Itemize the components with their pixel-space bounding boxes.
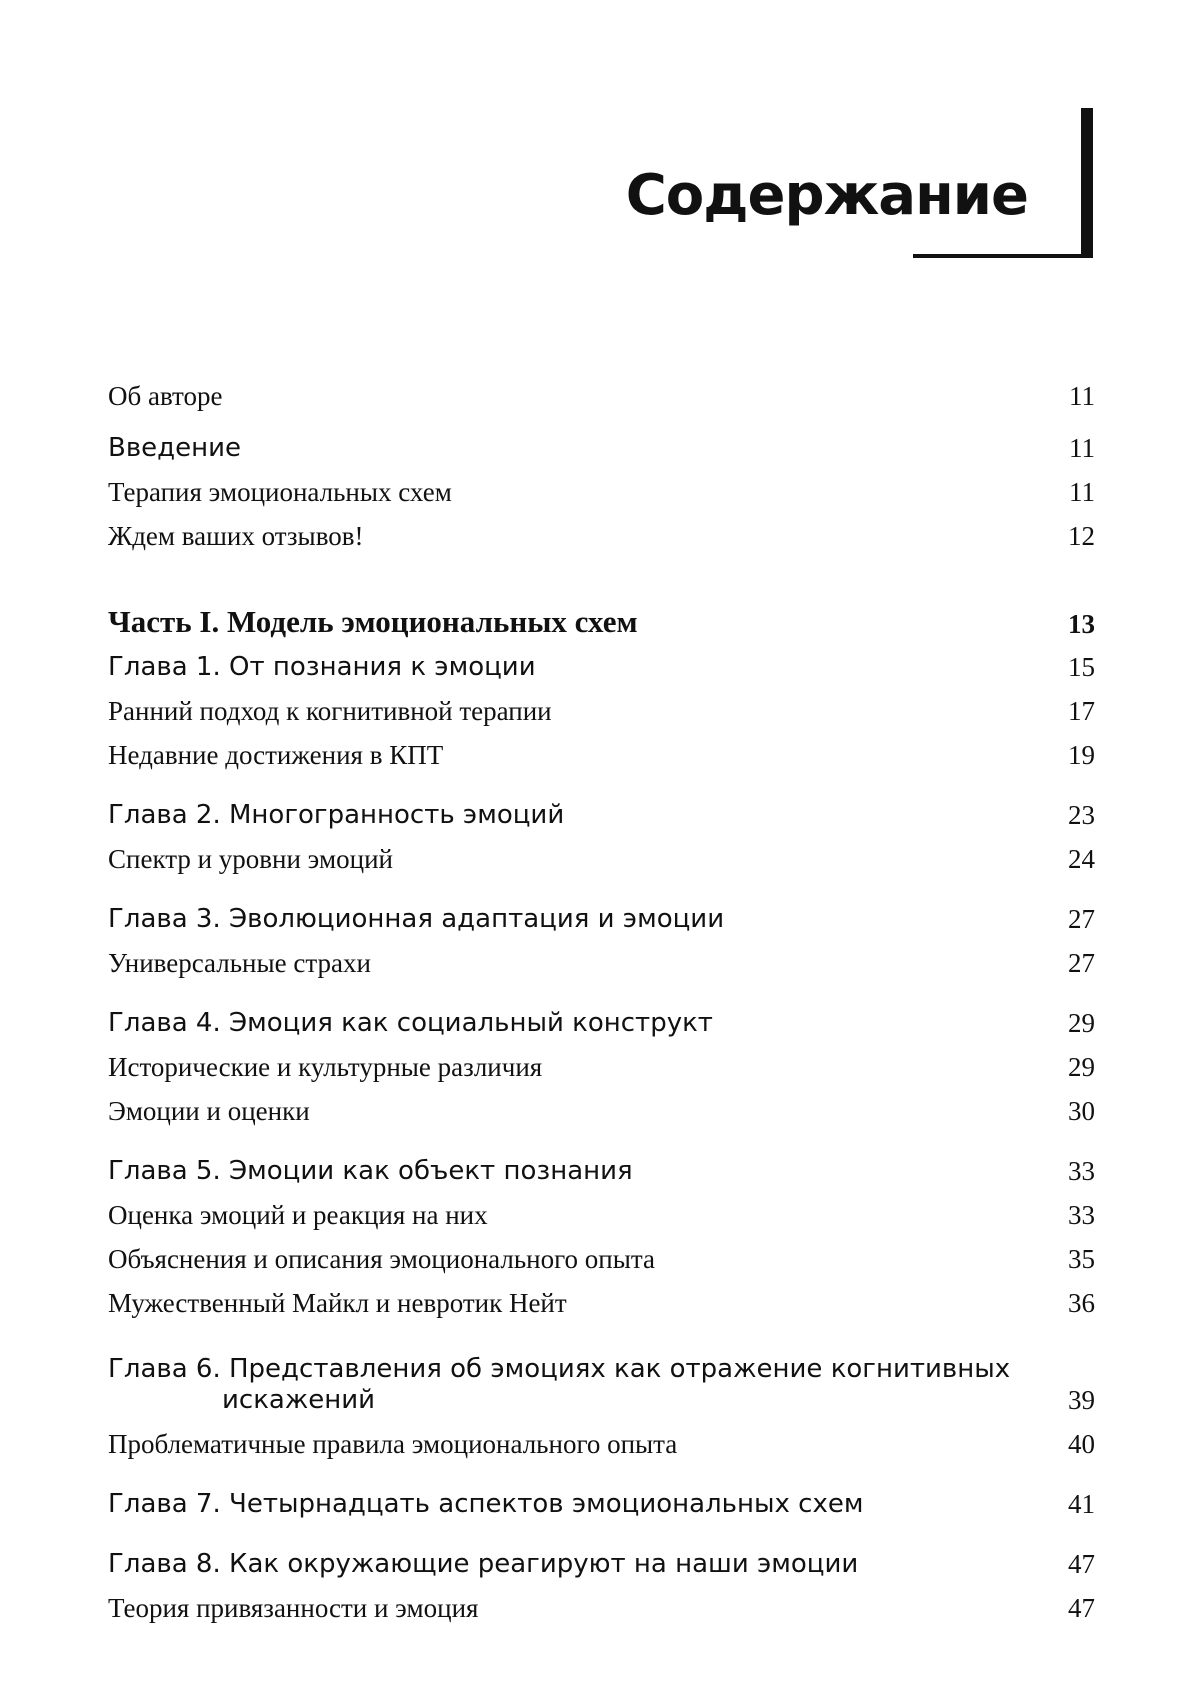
toc-entry-title: Глава 6. Представления об эмоциях как отражение когнитивных искажений: [108, 1353, 1011, 1415]
toc-entry-chapter[interactable]: [108, 1144, 1095, 1187]
toc-entry-section[interactable]: [108, 1580, 1095, 1624]
toc-entry-section[interactable]: [108, 1083, 1095, 1127]
toc-entry-page: 29: [1068, 1051, 1095, 1082]
toc-entry-page: 35: [1068, 1243, 1095, 1274]
toc-entry-page: 41: [1068, 1488, 1095, 1519]
toc-entry-title: Ждем ваших отзывов!: [108, 520, 364, 551]
toc-entry-page: 23: [1068, 799, 1095, 830]
toc-entry-page: 27: [1068, 947, 1095, 978]
toc-entry-page: 19: [1068, 739, 1095, 770]
toc-entry-chapter[interactable]: [108, 892, 1095, 935]
toc-entry-title: Объяснения и описания эмоционального опыта: [108, 1243, 655, 1274]
toc-entry-title: Ранний подход к когнитивной терапии: [108, 695, 552, 726]
toc-entry-title: Терапия эмоциональных схем: [108, 476, 452, 507]
toc-entry-page: 27: [1068, 903, 1095, 934]
toc-entry-page: 33: [1068, 1155, 1095, 1186]
toc-entry-section[interactable]: [108, 464, 1095, 508]
toc-entry-section[interactable]: [108, 1231, 1095, 1275]
toc-entry-section[interactable]: [108, 683, 1095, 727]
toc-entry-section[interactable]: [108, 1187, 1095, 1231]
toc-entry-page: 39: [1068, 1384, 1095, 1415]
toc-entry-title: Глава 8. Как окружающие реагируют на наши эмоции: [108, 1548, 859, 1579]
toc-entry-page: 24: [1068, 843, 1095, 874]
toc-entry-title: Об авторе: [108, 380, 223, 411]
toc-entry-page: 30: [1068, 1095, 1095, 1126]
toc-entry-title: Мужественный Майкл и невротик Нейт: [108, 1287, 567, 1318]
toc-entry-title: Эмоции и оценки: [108, 1095, 310, 1126]
toc-entry-chapter[interactable]: [108, 1477, 1095, 1520]
toc-entry-page: 11: [1069, 432, 1095, 463]
toc-entry-page: 36: [1068, 1287, 1095, 1318]
toc-entry-title: Глава 5. Эмоции как объект познания: [108, 1155, 633, 1186]
toc-entry-section[interactable]: [108, 508, 1095, 552]
toc-entry-page: 11: [1069, 476, 1095, 507]
toc-entry-title: Глава 7. Четырнадцать аспектов эмоциональных схем: [108, 1488, 864, 1519]
toc-entry-chapter[interactable]: [108, 1336, 1095, 1416]
toc-entry-introduction[interactable]: [108, 412, 1095, 464]
toc-entry-title: Универсальные страхи: [108, 947, 371, 978]
toc-entry-page: 11: [1069, 380, 1095, 411]
toc-entry-title: Глава 4. Эмоция как социальный конструкт: [108, 1007, 713, 1038]
toc-entry-title: Введение: [108, 432, 242, 463]
toc-entry-title: Недавние достижения в КПТ: [108, 739, 444, 770]
toc-entry-chapter[interactable]: [108, 996, 1095, 1039]
toc-entry-title: Проблематичные правила эмоционального опыта: [108, 1428, 678, 1459]
toc-entry-page: 13: [1068, 608, 1095, 639]
toc-entry-section[interactable]: [108, 1275, 1095, 1319]
toc-entry-section[interactable]: [108, 831, 1095, 875]
toc-entry-title: Теория привязанности и эмоция: [108, 1592, 479, 1623]
toc-entry-section[interactable]: [108, 1416, 1095, 1460]
toc-entry-title: Глава 1. От познания к эмоции: [108, 651, 536, 682]
toc-entry-page: 33: [1068, 1199, 1095, 1230]
toc-entry-chapter[interactable]: [108, 640, 1095, 683]
title-block: [0, 0, 1200, 270]
toc-entry-title: Оценка эмоций и реакция на них: [108, 1199, 488, 1230]
page-title: Содержание: [625, 163, 1028, 228]
toc-entry-title: Глава 2. Многогранность эмоций: [108, 799, 565, 830]
toc-entry-page: 12: [1068, 520, 1095, 551]
toc-entry-title: Глава 3. Эволюционная адаптация и эмоции: [108, 903, 725, 934]
toc-entry-page: 15: [1068, 651, 1095, 682]
toc-entry-title: Исторические и культурные различия: [108, 1051, 543, 1082]
title-rule-horizontal: [913, 254, 1093, 258]
toc-entry-section[interactable]: [108, 935, 1095, 979]
toc-entry-part[interactable]: [108, 590, 1095, 640]
toc-entry-page: 17: [1068, 695, 1095, 726]
toc-entry-about-author[interactable]: [108, 368, 1095, 412]
toc-entry-section[interactable]: [108, 1039, 1095, 1083]
toc-entry-page: 47: [1068, 1548, 1095, 1579]
toc-entry-title: Спектр и уровни эмоций: [108, 843, 393, 874]
toc-entry-chapter[interactable]: [108, 1537, 1095, 1580]
toc-entry-page: 47: [1068, 1592, 1095, 1623]
table-of-contents: [108, 368, 1095, 1624]
toc-entry-title: Часть I. Модель эмоциональных схем: [108, 603, 638, 639]
toc-entry-page: 40: [1068, 1428, 1095, 1459]
toc-entry-section[interactable]: [108, 727, 1095, 771]
title-rule-vertical: [1081, 108, 1093, 258]
toc-entry-page: 29: [1068, 1007, 1095, 1038]
toc-entry-chapter[interactable]: [108, 788, 1095, 831]
